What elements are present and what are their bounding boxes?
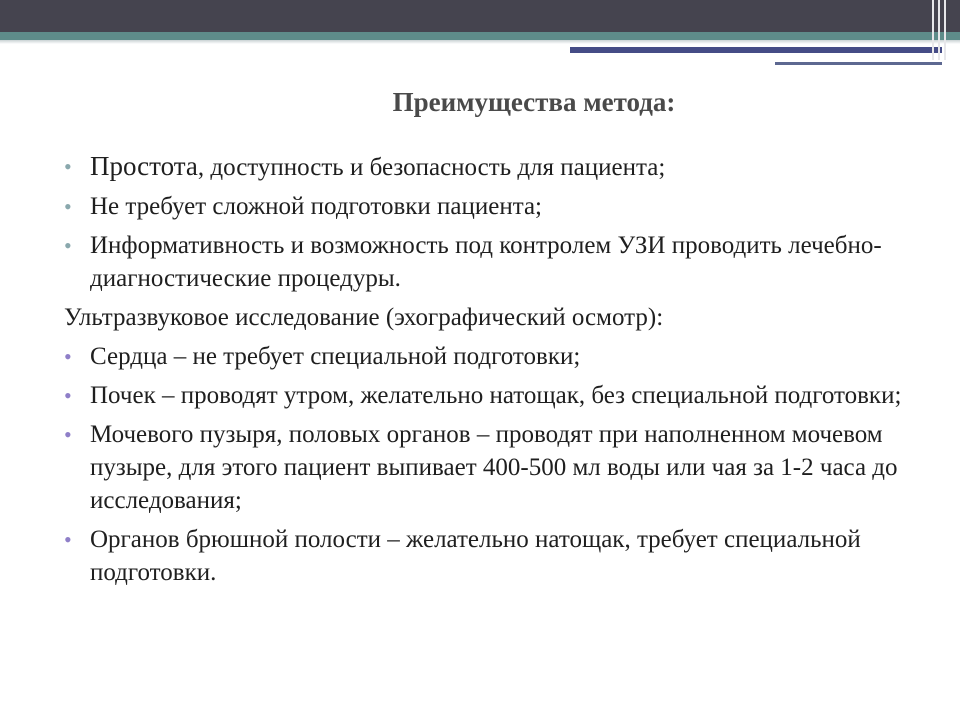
item-text: Органов брюшной полости – желательно натощак, требует специальной подготовки. <box>90 526 861 586</box>
item-text: Не требует сложной подготовки пациента; <box>90 193 543 220</box>
item-lead-word: Простота <box>90 151 198 181</box>
list-item <box>64 523 924 589</box>
subheading: Ультразвуковое исследование (эхографический осмотр): <box>64 304 664 331</box>
header-shadow <box>0 40 960 44</box>
bullet-icon: • <box>64 194 72 219</box>
header-accent-line-secondary <box>775 62 942 65</box>
item-text: Почек – проводят утром, желательно натощак, без специальной подготовки; <box>90 382 902 409</box>
list-item <box>64 340 924 373</box>
header-dark-bar <box>0 0 960 32</box>
list-item <box>64 418 924 517</box>
bullet-icon: • <box>64 422 72 447</box>
slide-content <box>64 150 924 595</box>
slide-title: Преимущества метода: <box>392 87 676 117</box>
bullet-icon: • <box>64 154 72 179</box>
bullet-icon: • <box>64 527 72 552</box>
bullet-icon: • <box>64 233 72 258</box>
item-text: Сердца – не требует специальной подготовки; <box>90 343 581 370</box>
item-text: Информативность и возможность под контролем УЗИ проводить лечебно-диагностические процедуры. <box>90 232 882 292</box>
header-accent-line <box>570 47 942 53</box>
list-item <box>64 379 924 412</box>
item-text: Мочевого пузыря, половых органов – проводят при наполненном мочевом пузыре, для этого пациент выпивает 400-500 мл воды или чая за 1-2 часа до исследования; <box>90 421 898 514</box>
bullet-icon: • <box>64 383 72 408</box>
list-item <box>64 229 924 295</box>
header-decorative-stripes <box>920 0 960 60</box>
list-item <box>64 150 924 184</box>
header-teal-band <box>0 32 960 40</box>
bullet-icon: • <box>64 344 72 369</box>
item-text: , доступность и безопасность для пациента; <box>197 154 666 181</box>
list-item <box>64 190 924 223</box>
